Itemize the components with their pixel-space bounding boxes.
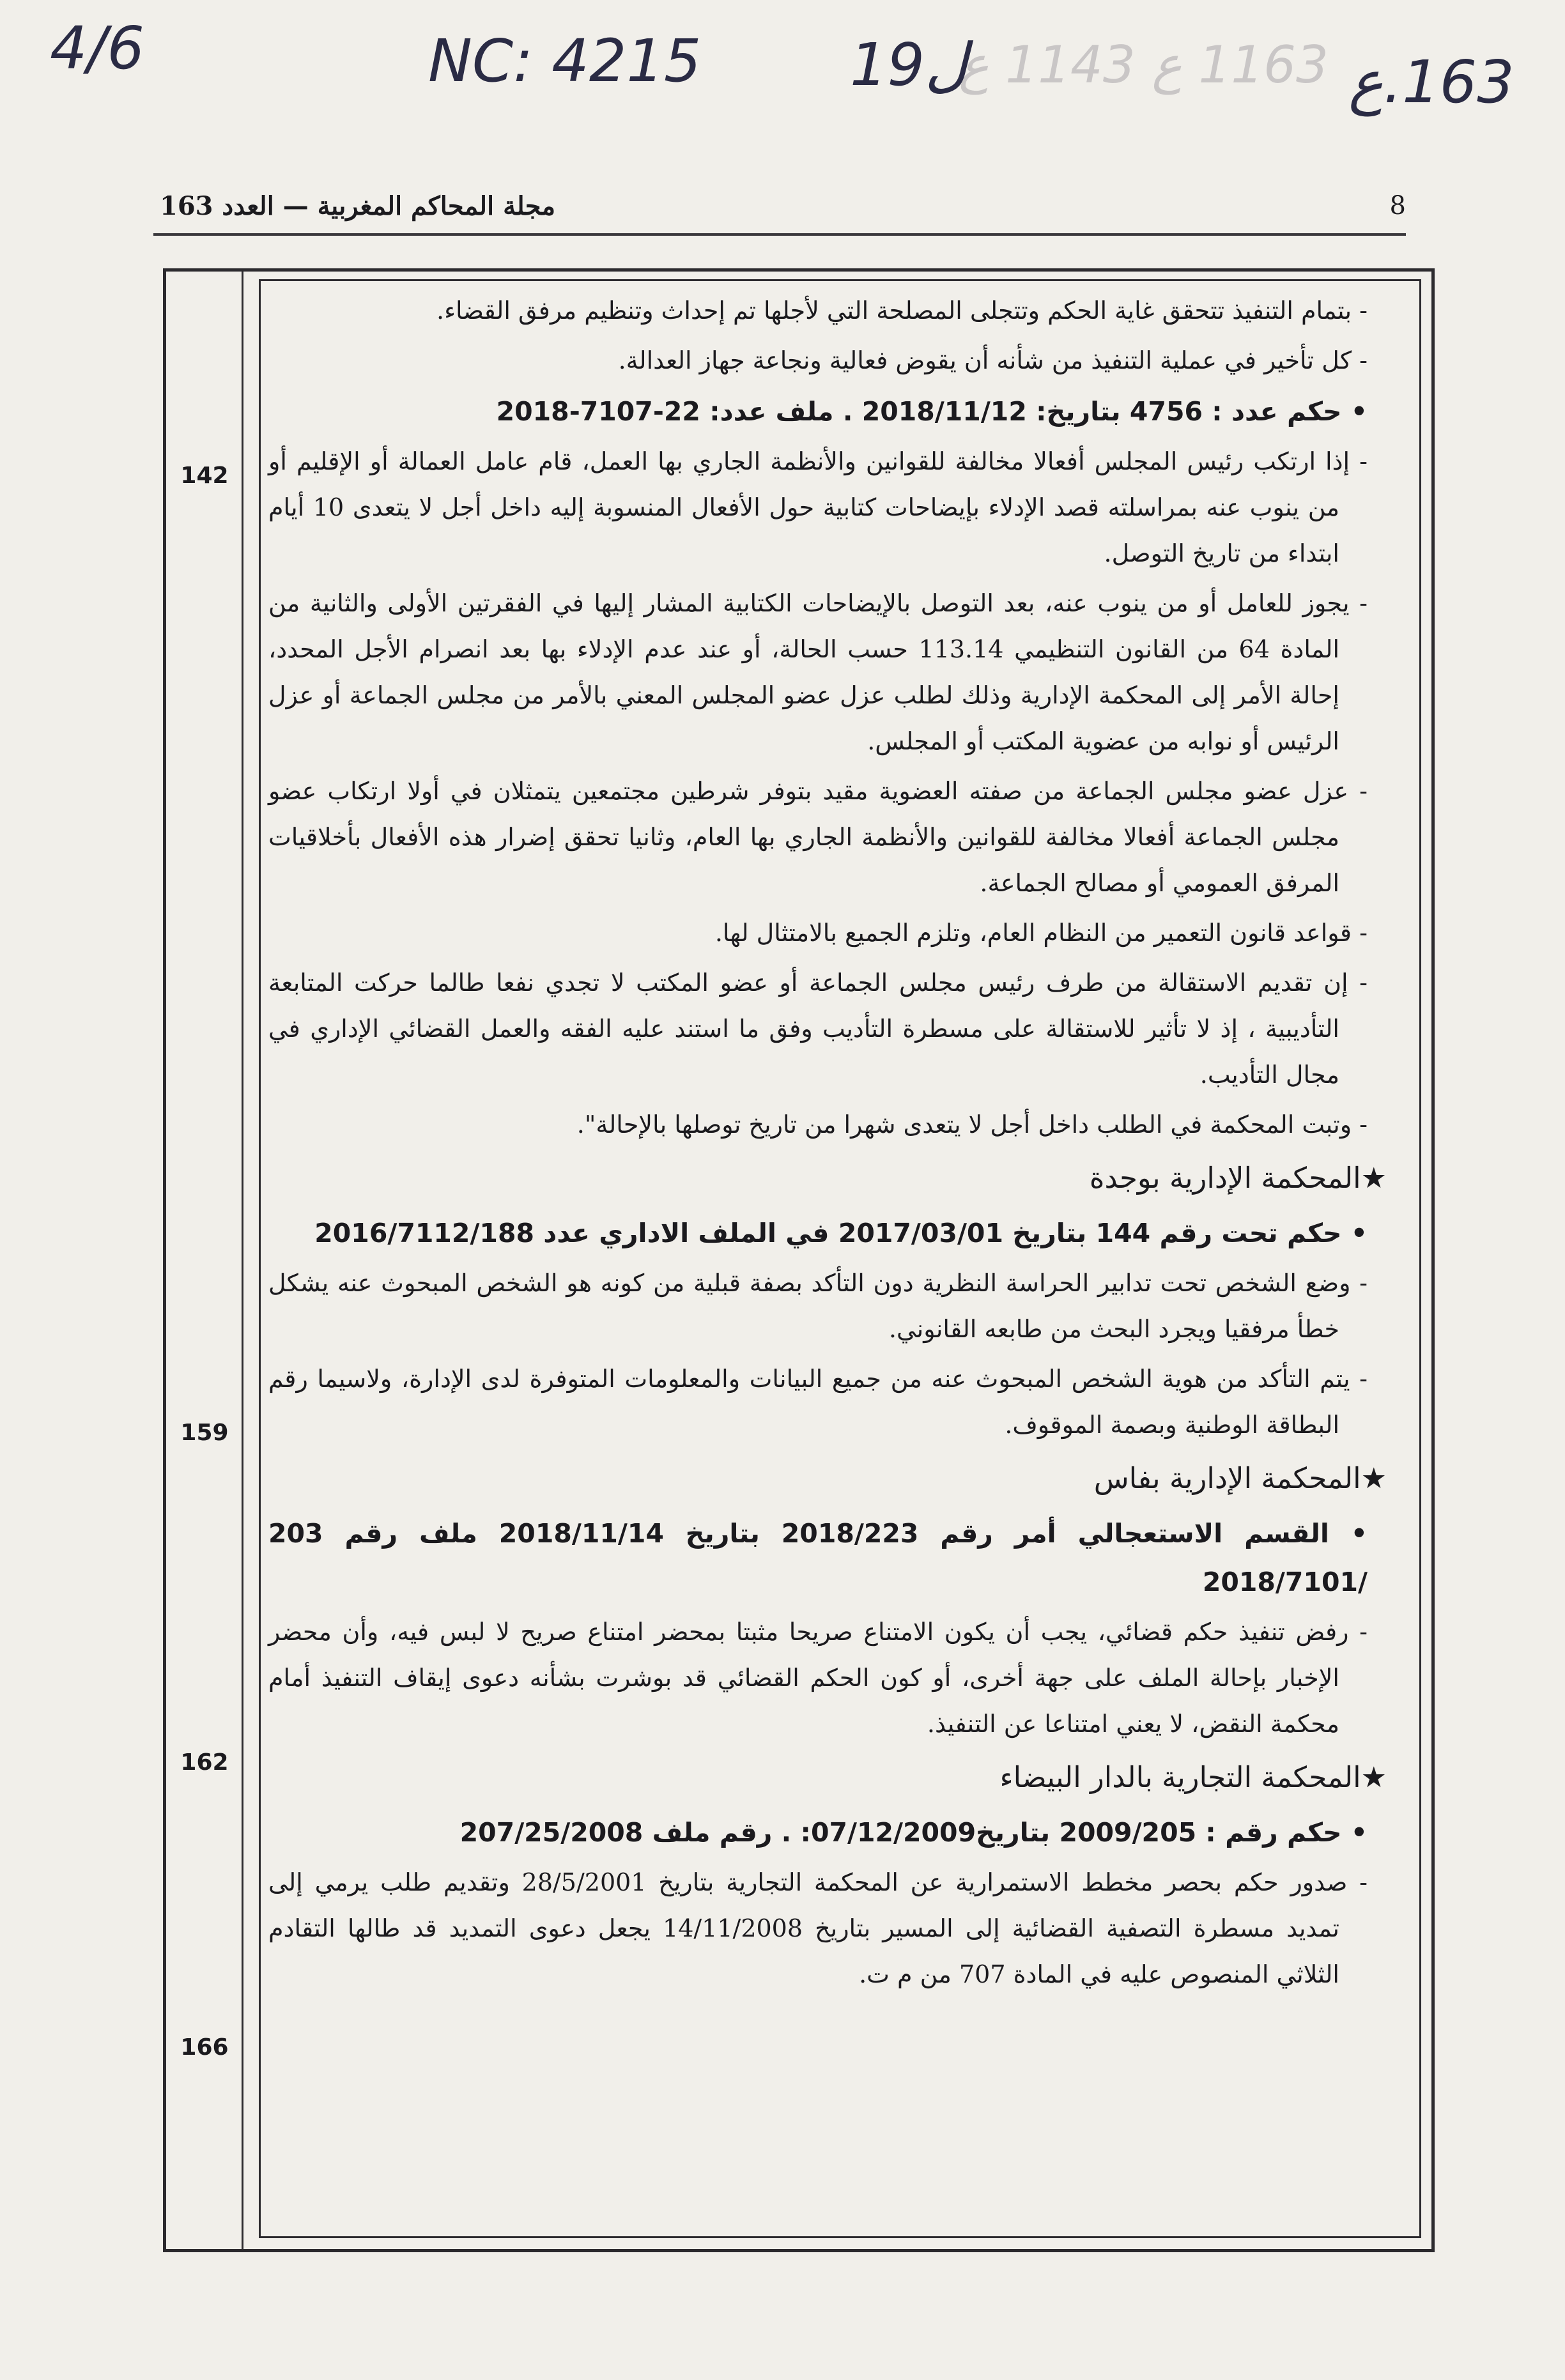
dash-item: - بتمام التنفيذ تتحقق غاية الحكم وتتجلى المصلحة التي لأجلها تم إحداث وتنظيم مرفق القضاء. <box>436 296 1368 325</box>
dash-item: - وتبت المحكمة في الطلب داخل أجل لا يتعدى شهرا من تاريخ توصلها بالإحالة". <box>576 1110 1368 1139</box>
running-header <box>153 182 1406 236</box>
ruling-heading: • حكم تحت رقم 144 بتاريخ 2017/03/01 في الملف الاداري عدد 2016/7112/188 <box>314 1218 1368 1248</box>
handwritten-code: ل19 <box>850 31 968 99</box>
ruling-heading: • حكم عدد : 4756 بتاريخ: 2018/11/12 . ملف عدد: 22-7107-2018 <box>496 396 1368 427</box>
margin-number: 159 <box>180 1420 229 1446</box>
dash-item: - إن تقديم الاستقالة من طرف رئيس مجلس الجماعة أو عضو المكتب لا تجدي نفعا طالما حركت المتابعة التأديبية ، إذ لا تأثير للاستقالة على مسطرة التأديب وفق ما استند عليه الفقه والعمل القضائي الإداري في مجال التأديب. <box>268 969 1368 1089</box>
page-number: 8 <box>1389 191 1406 220</box>
dash-item: - عزل عضو مجلس الجماعة من صفته العضوية مقيد بتوفر شرطين مجتمعين يتمثلان في أولا ارتكاب عضو مجلس الجماعة أفعالا مخالفة للقوانين والأنظمة الجاري بها العام، وثانيا تحقق إضرار هذه الأفعال بأخلاقيات المرفق العمومي أو مصالح الجماعة. <box>268 777 1368 897</box>
court-heading: ★المحكمة الإدارية بوجدة <box>1089 1161 1387 1195</box>
ruling-heading: • القسم الاستعجالي أمر رقم 2018/223 بتاريخ 2018/11/14 ملف رقم 203 /2018/7101 <box>268 1518 1368 1597</box>
margin-number: 166 <box>180 2034 229 2061</box>
faded-handwriting-trace: 1163 ع 1143 ع <box>959 35 1329 95</box>
ruling-heading-text: القسم الاستعجالي أمر رقم 2018/223 بتاريخ 2018/11/14 ملف رقم 203 /2018/7101 <box>268 1518 1368 1597</box>
dash-item: - صدور حكم بحصر مخطط الاستمرارية عن المحكمة التجارية بتاريخ 28/5/2001 وتقديم طلب يرمي إلى تمديد مسطرة التصفية القضائية إلى المسير بتاريخ 14/11/2008 يجعل دعوى التمديد قد طالها التقادم الثلاثي المنصوص عليه في المادة 707 من م ت. <box>268 1868 1368 1988</box>
dash-item: - إذا ارتكب رئيس المجلس أفعالا مخالفة للقوانين والأنظمة الجاري بها العمل، قام عامل العمالة أو الإقليم أو من ينوب عنه بمراسلته قصد الإدلاء بإيضاحات كتابية حول الأفعال المنسوبة إليه داخل أجل لا يتعدى 10 أيام ابتداء من تاريخ التوصل. <box>268 447 1368 567</box>
dash-item: - رفض تنفيذ حكم قضائي، يجب أن يكون الامتناع صريحا مثبتا بمحضر امتناع صريح لا لبس فيه، وأن محضر الإخبار بإحالة الملف على جهة أخرى، أو كون الحكم القضائي قد بوشرت بشأنه دعوى إيقاف التنفيذ أمام محكمة النقض، لا يعني امتناعا عن التنفيذ. <box>268 1618 1368 1738</box>
court-heading: ★المحكمة الإدارية بفاس <box>1093 1461 1387 1495</box>
dash-item: - قواعد قانون التعمير من النظام العام، وتلزم الجميع بالامتثال لها. <box>714 919 1368 947</box>
ruling-heading-text: حكم عدد : 4756 بتاريخ: 2018/11/12 . ملف عدد: 22-7107-2018 <box>496 396 1342 427</box>
dash-item: - كل تأخير في عملية التنفيذ من شأنه أن يقوض فعالية ونجاعة جهاز العدالة. <box>618 346 1368 374</box>
handwritten-issue: 163.ع <box>1348 48 1515 116</box>
margin-divider-line <box>242 268 243 2249</box>
court-heading: ★المحكمة التجارية بالدار البيضاء <box>999 1760 1387 1794</box>
margin-number: 162 <box>180 1749 229 1776</box>
ruling-heading: • حكم رقم : 2009/205 بتاريخ07/12/2009: . رقم ملف 207/25/2008 <box>459 1817 1368 1848</box>
dash-item: - يتم التأكد من هوية الشخص المبحوث عنه من جميع البيانات والمعلومات المتوفرة لدى الإدارة، ولاسيما رقم البطاقة الوطنية وبصمة الموقوف. <box>268 1365 1368 1439</box>
ruling-heading-text: حكم تحت رقم 144 بتاريخ 2017/03/01 في الملف الاداري عدد 2016/7112/188 <box>314 1218 1342 1248</box>
handwritten-fraction: 4/6 <box>50 14 145 82</box>
handwritten-nc-number: NC: 4215 <box>428 27 702 95</box>
page-body <box>268 288 1387 2230</box>
dash-item: - يجوز للعامل أو من ينوب عنه، بعد التوصل بالإيضاحات الكتابية المشار إليها في الفقرتين الأولى والثانية من المادة 64 من القانون التنظيمي 113.14 حسب الحالة، أو عند عدم الإدلاء بها بعد انصرام الأجل المحدد، إحالة الأمر إلى المحكمة الإدارية وذلك لطلب عزل عضو المجلس المعني بالأمر من مجلس الجماعة أو عزل الرئيس أو نوابه من عضوية المكتب أو المجلس. <box>268 589 1368 755</box>
ruling-heading-text: حكم رقم : 2009/205 بتاريخ07/12/2009: . رقم ملف 207/25/2008 <box>459 1817 1342 1848</box>
dash-item: - وضع الشخص تحت تدابير الحراسة النظرية دون التأكد بصفة قبلية من كونه هو الشخص المبحوث عنه يشكل خطأ مرفقيا ويجرد البحث من طابعه القانوني. <box>268 1269 1368 1343</box>
margin-number: 142 <box>180 463 229 489</box>
journal-title: مجلة المحاكم المغربية — العدد 163 <box>160 191 556 221</box>
